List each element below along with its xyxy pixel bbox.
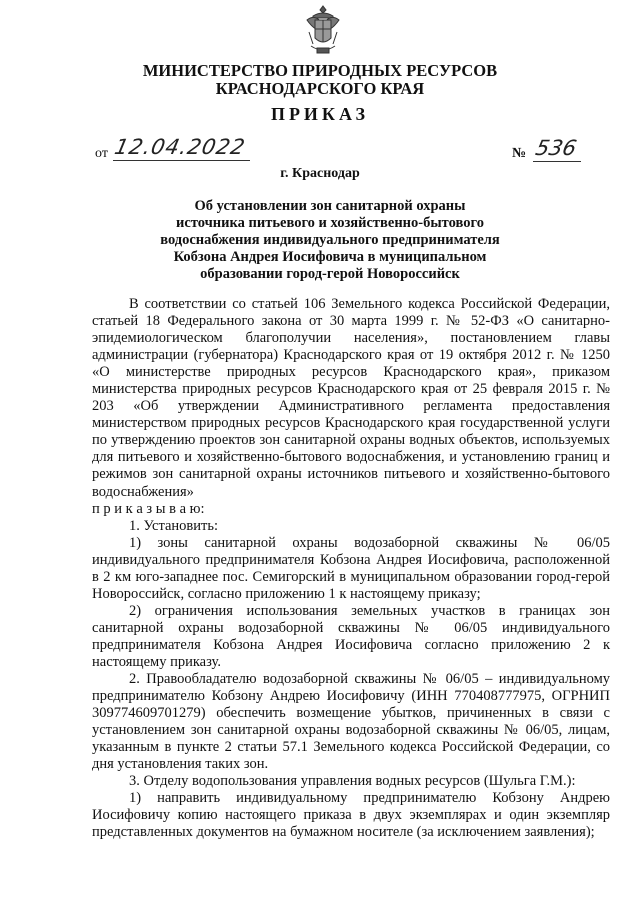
date-prefix: от [95, 146, 108, 161]
title-line: источника питьевого и хозяйственно-бытового [176, 215, 484, 231]
title-line: Кобзона Андрея Иосифовича в муниципальном [173, 249, 487, 265]
document-title [150, 198, 510, 283]
preamble-paragraph: В соответствии со статьей 106 Земельного кодекса Российской Федерации, статьей 18 Федерального закона от 30 марта 1999 г. № 52-ФЗ «О санитарно-эпидемиологическом благополучии населения», постановлением главы администрации (губернатора) Краснодарского края от 19 октября 2012 г. № 1250 «О министерстве природных ресурсов Краснодарского края», приказом министерства природных ресурсов Краснодарского края от 25 февраля 2015 г. № 203 «Об утверждении Административного регламента предоставления министерством природных ресурсов Краснодарского края государственной услуги по утверждению проектов зон санитарной охраны водных объектов, используемых для питьевого и хозяйственно-бытового водоснабжения, и установлению границ и режимов зон санитарной охраны источников питьевого и хозяйственно-бытового водоснабжения» [92, 296, 610, 500]
handwritten-date: 12.04.2022 [112, 135, 248, 159]
paragraph-2: 2. Правообладателю водозаборной скважины № 06/05 – индивидуальному предпринимателю Кобзону Андрею Иосифовичу (ИНН 770408777975, ОГРНИП 309774609701279) обеспечить возмещение убытков, причиненных в связи с установлением зон санитарной охраны водозаборной скважины № 06/05, лицам, указанным в пункте 2 статьи 57.1 Земельного кодекса Российской Федерации, со дня установления таких зон. [92, 671, 610, 773]
title-line: Об установлении зон санитарной охраны [194, 198, 466, 214]
number-underline [533, 161, 581, 162]
paragraph-1: 1. Установить: [129, 517, 219, 534]
coat-of-arms-icon [303, 4, 343, 56]
ministry-name-line2: КРАСНОДАРСКОГО КРАЯ [215, 79, 425, 98]
title-line: водоснабжения индивидуального предпринимателя [160, 232, 500, 248]
paragraph-1-1: 1) зоны санитарной охраны водозаборной скважины № 06/05 индивидуального предпринимателя Кобзона Андрея Иосифовича, расположенной в 2 км юго-западнее пос. Семигорский в муниципальном образовании город-герой Новороссийск, согласно приложению 1 к настоящему приказу; [92, 534, 610, 602]
paragraph-3: 3. Отделу водопользования управления водных ресурсов (Шульга Г.М.): [129, 773, 576, 790]
date-underline [113, 160, 250, 161]
document-type: ПРИКАЗ [270, 104, 370, 124]
ministry-name-line1: МИНИСТЕРСТВО ПРИРОДНЫХ РЕСУРСОВ [142, 61, 498, 80]
document-body [92, 296, 610, 842]
city: г. Краснодар [280, 166, 360, 181]
title-line: образовании город-герой Новороссийск [200, 266, 460, 282]
number-prefix: № [512, 146, 527, 161]
handwritten-number: 536 [533, 136, 579, 160]
paragraph-1-2: 2) ограничения использования земельных участков в границах зон санитарной охраны водозаборной скважины № 06/05 индивидуального предпринимателя Кобзона Андрея Иосифовича согласно приложению 2 к настоящему приказу. [92, 602, 610, 670]
paragraph-3-1: 1) направить индивидуальному предпринимателю Кобзону Андрею Иосифовичу копию настоящего приказа в двух экземплярах и один экземпляр представленных документов на бумажном носителе (за исключением заявления); [92, 790, 610, 841]
orders-line: п р и к а з ы в а ю: [92, 500, 205, 517]
